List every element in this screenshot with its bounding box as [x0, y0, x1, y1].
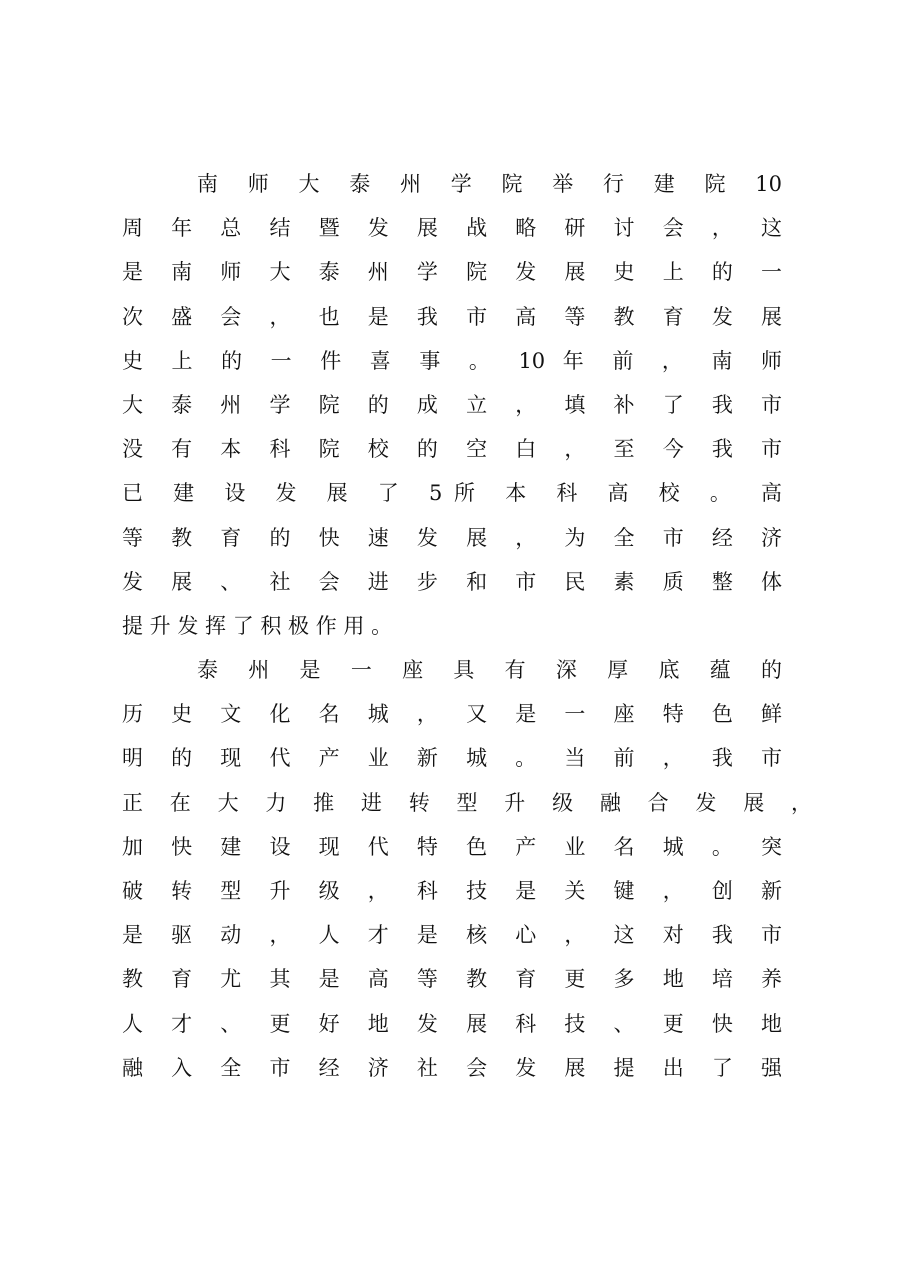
paragraph-1-line-4: 次 盛 会 ， 也 是 我 市 高 等 教 育 发 展 — [122, 304, 782, 329]
paragraph-1-line-7: 没 有 本 科 院 校 的 空 白 ， 至 今 我 市 — [122, 437, 782, 462]
paragraph-2-line-7: 是 驱 动 ， 人 才 是 核 心 ， 这 对 我 市 — [122, 923, 782, 948]
paragraph-1-line-8: 已 建 设 发 展 了 5所 本 科 高 校 。 高 — [122, 481, 782, 506]
body-text — [122, 162, 812, 1090]
paragraph-1-line-1: 南 师 大 泰 州 学 院 举 行 建 院 10 — [197, 172, 782, 196]
paragraph-1-line-10: 发 展 、 社 会 进 步 和 市 民 素 质 整 体 — [122, 569, 782, 594]
paragraph-1-line-6: 大 泰 州 学 院 的 成 立 ， 填 补 了 我 市 — [122, 392, 782, 417]
paragraph-1-line-2: 周 年 总 结 暨 发 展 战 略 研 讨 会 ， 这 — [122, 216, 782, 241]
paragraph-1-line-3: 是 南 师 大 泰 州 学 院 发 展 史 上 的 一 — [122, 260, 782, 285]
paragraph-2-line-9: 人 才 、 更 好 地 发 展 科 技 、 更 快 地 — [122, 1011, 782, 1036]
paragraph-2-line-1: 泰 州 是 一 座 具 有 深 厚 底 蕴 的 — [197, 658, 782, 683]
paragraph-2-line-6: 破 转 型 升 级 ， 科 技 是 关 键 ， 创 新 — [122, 879, 782, 903]
paragraph-1-line-5: 史 上 的 一 件 喜 事 。 10 年 前 ， 南 师 — [122, 348, 782, 373]
paragraph-1-line-11: 提 升 发 挥 了 积 极 作 用 。 — [122, 613, 393, 638]
paragraph-1-line-9: 等 教 育 的 快 速 发 展 ， 为 全 市 经 济 — [122, 525, 782, 550]
paragraph-2-line-4: 正 在 大 力 推 进 转 型 升 级 融 合 发 展 ， — [122, 790, 812, 815]
paragraph-2-line-8: 教 育 尤 其 是 高 等 教 育 更 多 地 培 养 — [122, 967, 782, 992]
paragraph-2-line-3: 明 的 现 代 产 业 新 城 。 当 前 ， 我 市 — [122, 746, 782, 771]
paragraph-2-line-5: 加 快 建 设 现 代 特 色 产 业 名 城 。 突 — [122, 834, 782, 859]
paragraph-2-line-2: 历 史 文 化 名 城 ， 又 是 一 座 特 色 鲜 — [122, 702, 782, 727]
paragraph-2-line-10: 融 入 全 市 经 济 社 会 发 展 提 出 了 强 — [122, 1055, 782, 1080]
